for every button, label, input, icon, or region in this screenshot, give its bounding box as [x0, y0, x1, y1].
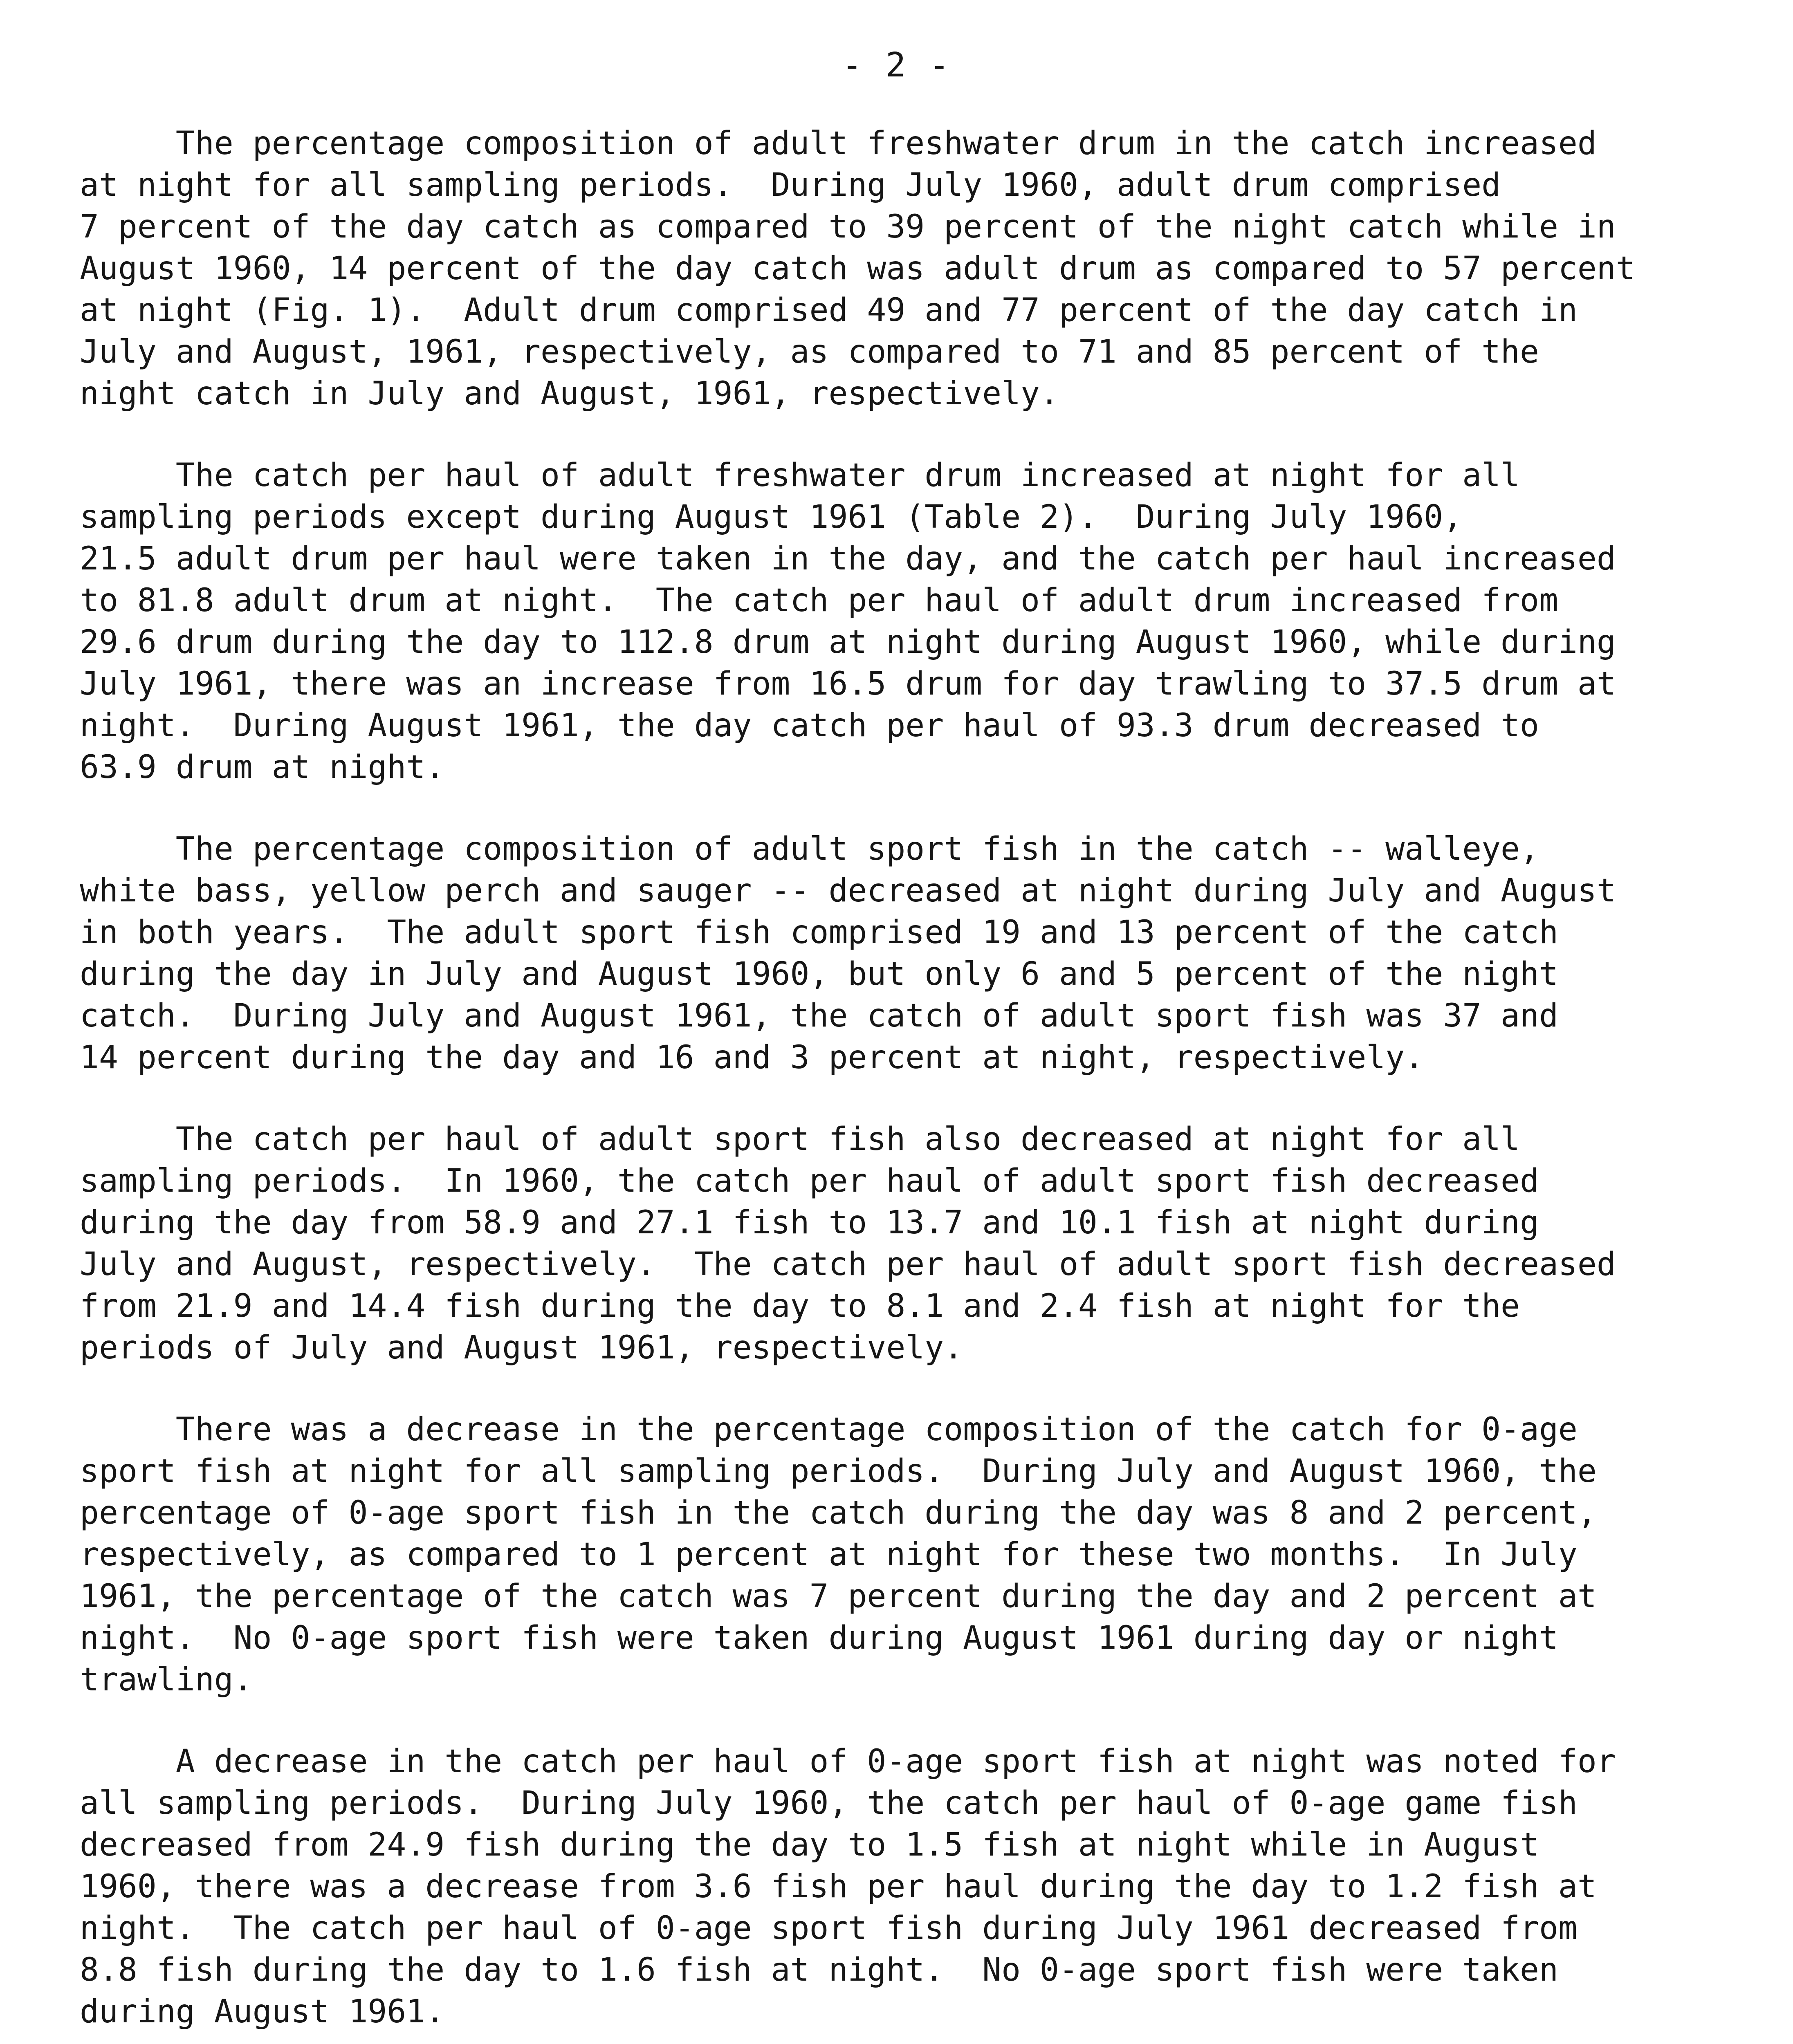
- text-line: from 21.9 and 14.4 fish during the day to 8.1 and 2.4 fish at night for the: [80, 1288, 1520, 1325]
- text-line: to 81.8 adult drum at night. The catch per haul of adult drum increased from: [80, 582, 1558, 619]
- text-line: night. The catch per haul of 0-age sport fish during July 1961 decreased from: [80, 1910, 1578, 1947]
- text-line: white bass, yellow perch and sauger -- decreased at night during July and August: [80, 872, 1616, 909]
- text-line: The catch per haul of adult freshwater drum increased at night for all: [80, 457, 1520, 494]
- text-line: 29.6 drum during the day to 112.8 drum at night during August 1960, while during: [80, 624, 1616, 661]
- text-line: during August 1961.: [80, 1993, 445, 2030]
- text-line: July 1961, there was an increase from 16.5 drum for day trawling to 37.5 drum at: [80, 666, 1616, 702]
- body-text: [80, 123, 1768, 2044]
- text-line: night. During August 1961, the day catch per haul of 93.3 drum decreased to: [80, 707, 1539, 744]
- text-line: July and August, respectively. The catch per haul of adult sport fish decreased: [80, 1246, 1616, 1283]
- text-line: periods of July and August 1961, respectively.: [80, 1329, 963, 1366]
- text-line: respectively, as compared to 1 percent at night for these two months. In July: [80, 1536, 1578, 1573]
- page-number: - 2 -: [842, 46, 951, 85]
- text-line: 8.8 fish during the day to 1.6 fish at night. No 0-age sport fish were taken: [80, 1952, 1558, 1988]
- paragraph: [80, 1118, 1768, 1369]
- text-line: in both years. The adult sport fish comprised 19 and 13 percent of the catch: [80, 914, 1558, 951]
- text-line: July and August, 1961, respectively, as compared to 71 and 85 percent of the: [80, 334, 1539, 370]
- text-line: August 1960, 14 percent of the day catch was adult drum as compared to 57 percent: [80, 250, 1635, 287]
- text-line: 63.9 drum at night.: [80, 749, 445, 786]
- text-line: 7 percent of the day catch as compared to 39 percent of the night catch while in: [80, 208, 1616, 245]
- text-line: during the day in July and August 1960, but only 6 and 5 percent of the night: [80, 956, 1558, 993]
- text-line: all sampling periods. During July 1960, the catch per haul of 0-age game fish: [80, 1785, 1578, 1822]
- paragraph: [80, 1741, 1768, 2033]
- text-line: The percentage composition of adult sport fish in the catch -- walleye,: [80, 831, 1539, 867]
- text-line: trawling.: [80, 1661, 253, 1698]
- text-line: 14 percent during the day and 16 and 3 percent at night, respectively.: [80, 1039, 1424, 1076]
- text-line: sport fish at night for all sampling periods. During July and August 1960, the: [80, 1453, 1597, 1490]
- text-line: percentage of 0-age sport fish in the catch during the day was 8 and 2 percent,: [80, 1495, 1597, 1531]
- text-line: sampling periods. In 1960, the catch per haul of adult sport fish decreased: [80, 1163, 1539, 1199]
- text-line: during the day from 58.9 and 27.1 fish to 13.7 and 10.1 fish at night during: [80, 1204, 1539, 1241]
- paragraph: [80, 455, 1768, 788]
- text-line: night catch in July and August, 1961, respectively.: [80, 375, 1059, 412]
- text-line: The percentage composition of adult freshwater drum in the catch increased: [80, 125, 1597, 162]
- text-line: The catch per haul of adult sport fish also decreased at night for all: [80, 1121, 1520, 1158]
- text-line: There was a decrease in the percentage composition of the catch for 0-age: [80, 1411, 1578, 1448]
- text-line: night. No 0-age sport fish were taken during August 1961 during day or night: [80, 1620, 1558, 1656]
- text-line: at night for all sampling periods. During July 1960, adult drum comprised: [80, 167, 1501, 204]
- text-line: catch. During July and August 1961, the catch of adult sport fish was 37 and: [80, 997, 1558, 1034]
- paragraph: [80, 123, 1768, 415]
- text-line: sampling periods except during August 1961 (Table 2). During July 1960,: [80, 499, 1463, 536]
- text-line: 1961, the percentage of the catch was 7 percent during the day and 2 percent at: [80, 1578, 1597, 1615]
- text-line: at night (Fig. 1). Adult drum comprised 49 and 77 percent of the day catch in: [80, 292, 1578, 329]
- text-line: 1960, there was a decrease from 3.6 fish per haul during the day to 1.2 fish at: [80, 1868, 1597, 1905]
- paragraph: [80, 1409, 1768, 1701]
- text-line: A decrease in the catch per haul of 0-age sport fish at night was noted for: [80, 1743, 1616, 1780]
- text-line: decreased from 24.9 fish during the day to 1.5 fish at night while in August: [80, 1827, 1539, 1863]
- text-line: 21.5 adult drum per haul were taken in the day, and the catch per haul increased: [80, 540, 1616, 577]
- paragraph: [80, 828, 1768, 1078]
